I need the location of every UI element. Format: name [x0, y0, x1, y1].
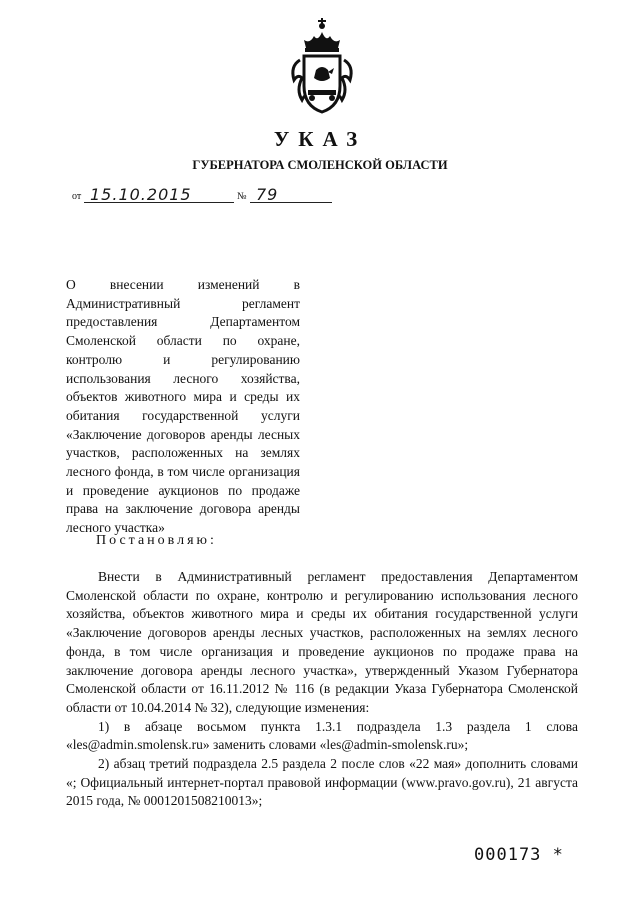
document-title: УКАЗ [273, 127, 367, 151]
handwritten-date: 15.10.2015 [90, 185, 192, 204]
body-paragraph: 1) в абзаце восьмом пункта 1.3.1 подраздела 1.3 раздела 1 слова «les@admin.smolensk.ru» заменить словами «les@admin-smolensk.ru»; [66, 718, 578, 753]
document-body [66, 568, 578, 811]
number-prefix-label: № [237, 191, 247, 202]
document-subject: О внесении изменений в Административный регламент предоставления Департаментом Смоленской области по охране, контролю и регулированию использования лесного хозяйства, объектов животного мира и среды их обитания государственной услуги «Заключение договоров аренды лесных участков, расположенных на землях лесного фонда, в том числе организация и проведение аукционов по продаже права на заключение договора аренды лесного участка» [66, 277, 300, 536]
coat-of-arms-icon [288, 14, 356, 118]
serial-number: 000173 * [474, 845, 564, 865]
body-paragraph: 2) абзац третий подраздела 2.5 раздела 2 после слов «22 мая» дополнить словами «; Официальный интернет-портал правовой информации (www.pravo.gov.ru), 21 августа 2015 года, № 0001201508210013»; [66, 756, 578, 809]
date-prefix-label: от [72, 191, 82, 202]
document-subtitle: ГУБЕРНАТОРА СМОЛЕНСКОЙ ОБЛАСТИ [192, 158, 448, 172]
date-number-line [72, 182, 332, 206]
resolution-heading: Постановляю: [96, 533, 217, 548]
handwritten-number: 79 [256, 185, 279, 204]
body-paragraph: Внести в Административный регламент предоставления Департаментом Смоленской области по охране, контролю и регулированию использования лесного хозяйства, объектов животного мира и среды их обитания государственной услуги «Заключение договоров аренды лесных участков, расположенных на землях лесного фонда, в том числе организация и проведение аукционов по продаже права на заключение договора аренды лесного участка», утвержденный Указом Губернатора Смоленской области от 16.11.2012 № 116 (в редакции Указа Губернатора Смоленской области от 10.04.2014 № 32), следующие изменения: [66, 569, 578, 715]
